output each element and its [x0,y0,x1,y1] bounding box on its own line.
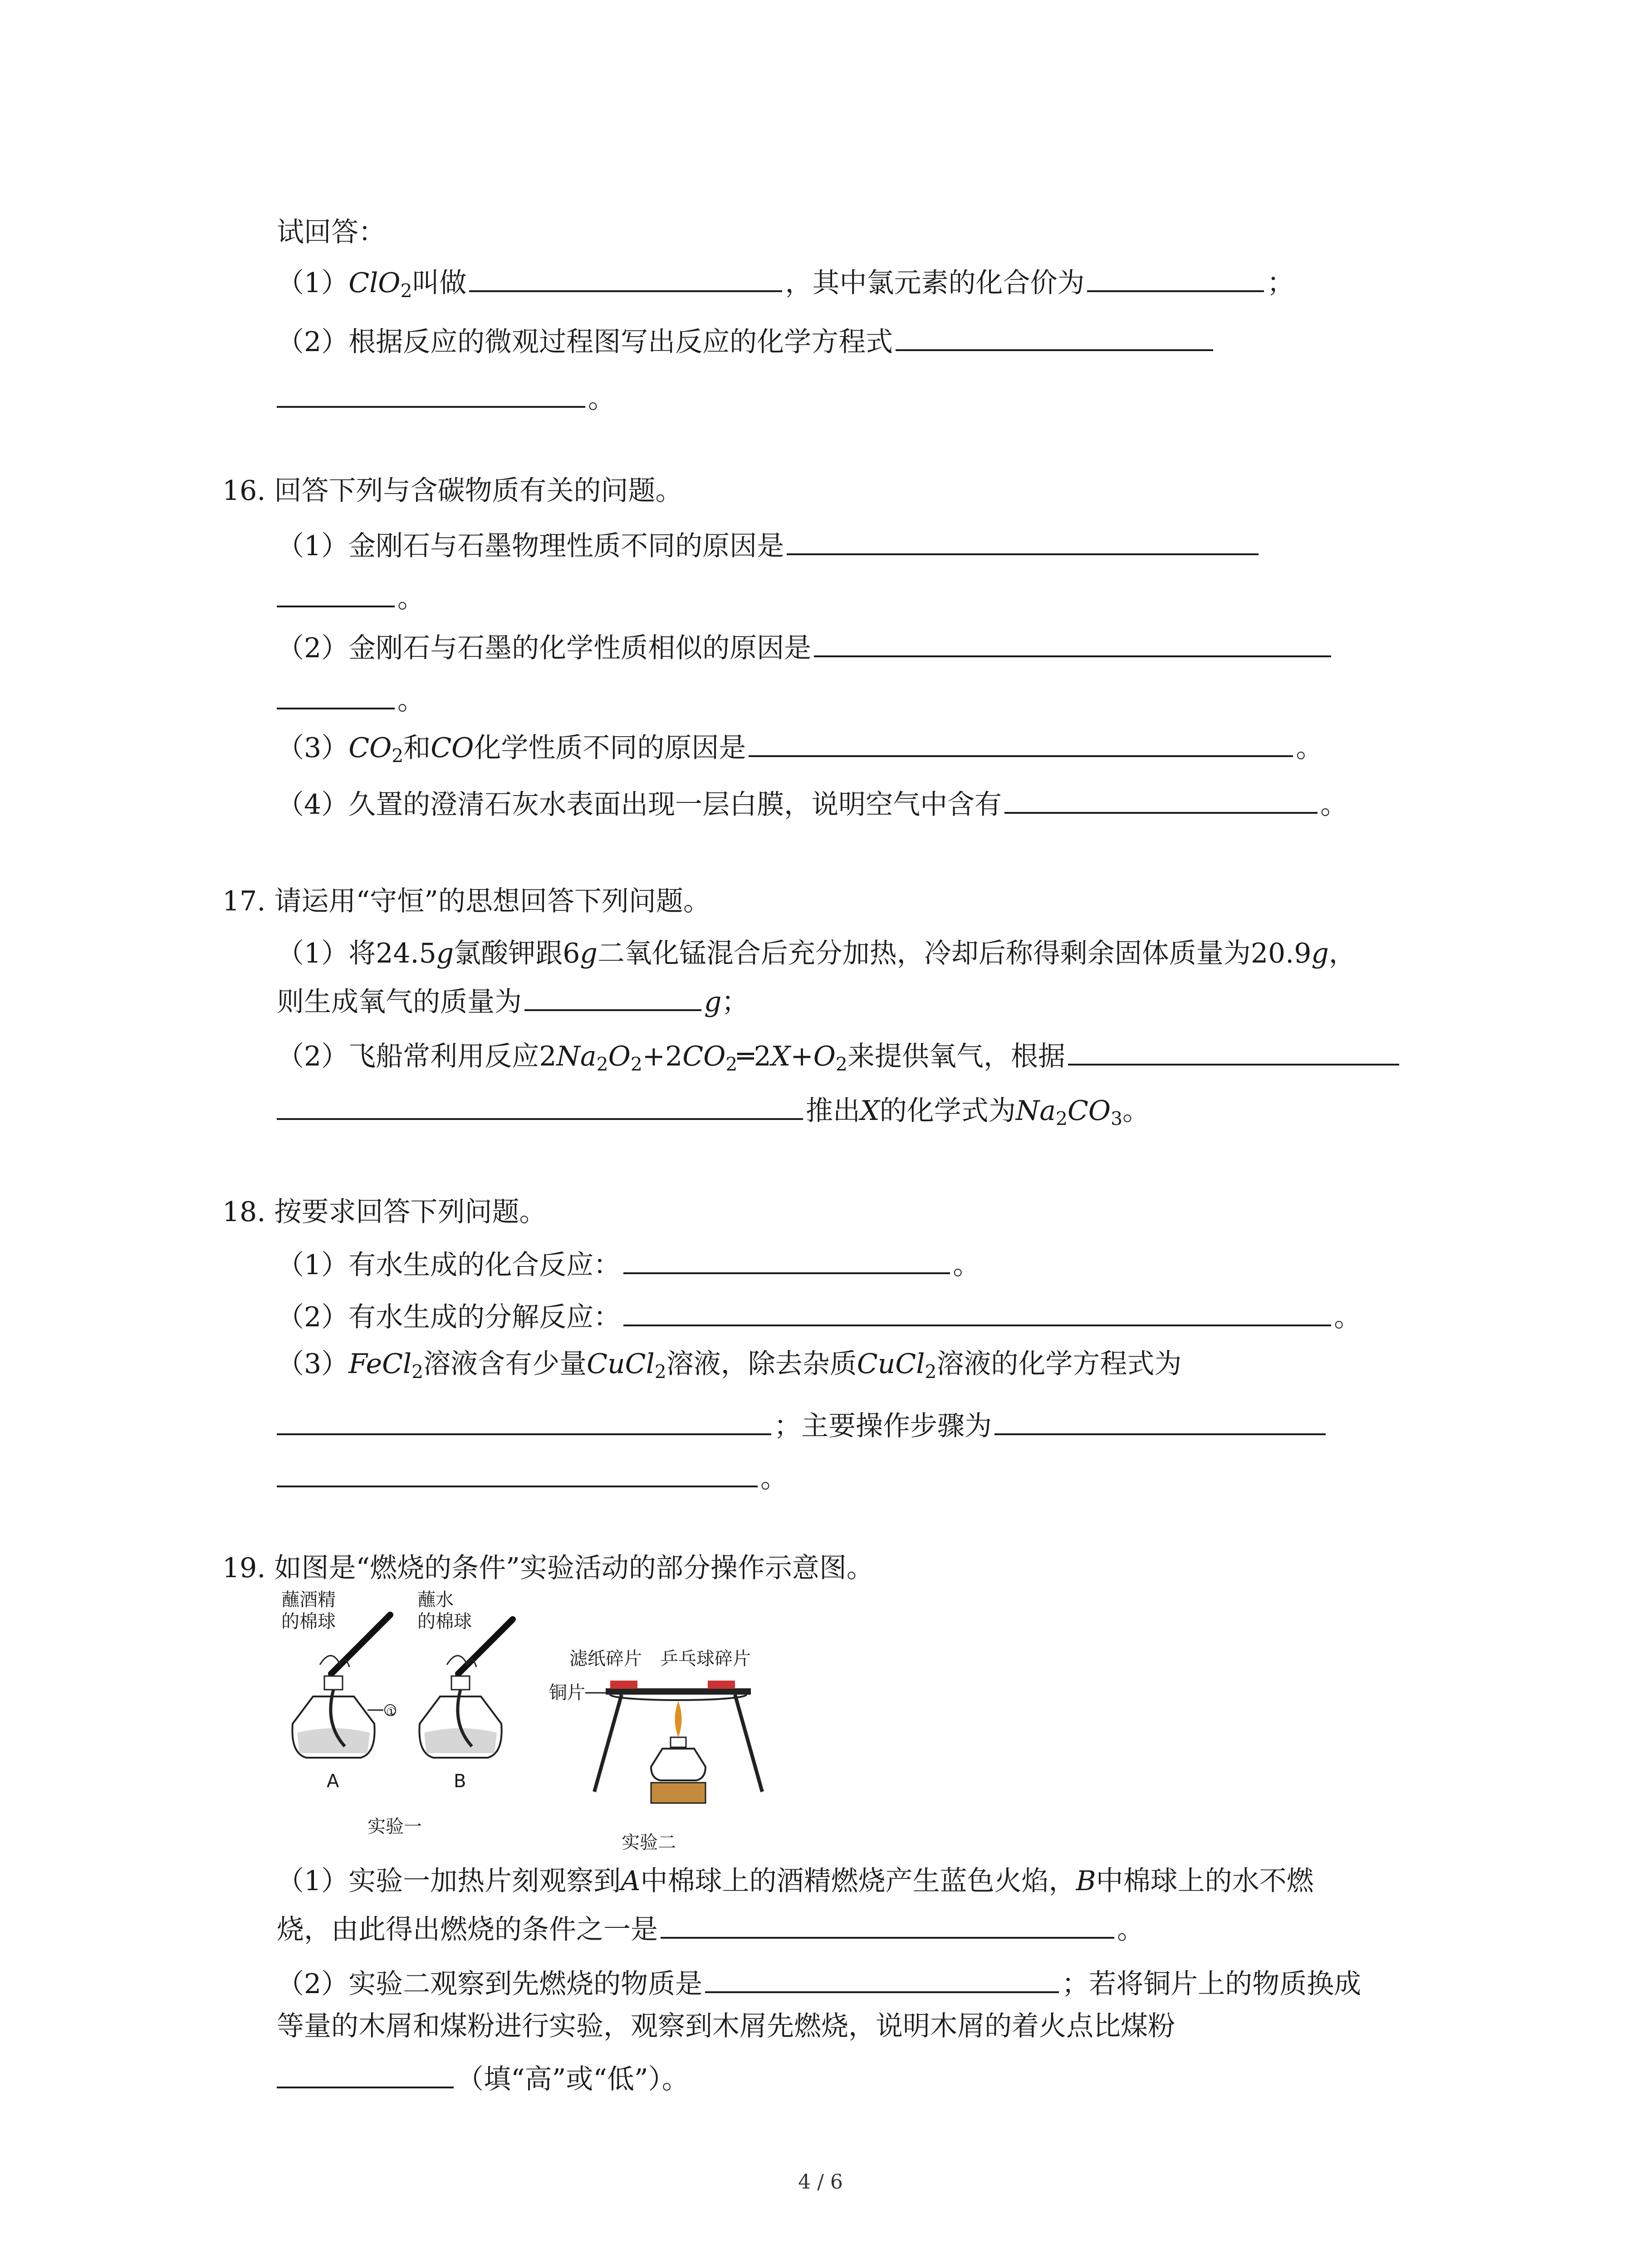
answer-blank[interactable] [277,1406,771,1435]
q18-part3: （3）FeCl$_2$溶液含有少量CuCl$_2$溶液，除去杂质CuCl$_2$溶液的化学方程式为 [277,1348,1182,1383]
q19-part2-cont: 等量的木屑和煤粉进行实验，观察到木屑先燃烧，说明木屑的着火点比煤粉 [277,2010,1175,2042]
q15-intro: 试回答： [277,216,386,248]
combustion-experiment-figure [277,1588,789,1864]
answer-blank[interactable] [661,1910,1114,1939]
answer-blank[interactable] [277,680,395,709]
q17-stem: 17. 请运用“守恒”的思想回答下列问题。 [222,885,710,917]
answer-blank[interactable] [277,379,585,408]
answer-blank[interactable] [994,1406,1326,1435]
answer-blank[interactable] [705,1964,1059,1993]
q15-part2-cont: 。 [277,379,615,418]
answer-blank[interactable] [814,628,1331,657]
q16-part4: （4）久置的澄清石灰水表面出现一层白膜，说明空气中含有 。 [277,785,1347,824]
answer-blank[interactable] [277,1458,758,1487]
lamp-b-label: B [454,1771,466,1792]
answer-blank[interactable] [469,263,782,292]
answer-blank[interactable] [1068,1036,1399,1066]
answer-blank[interactable] [277,2059,454,2088]
q18-stem: 18. 按要求回答下列问题。 [222,1196,547,1228]
q16-stem: 16. 回答下列与含碳物质有关的问题。 [222,475,683,507]
answer-blank[interactable] [623,1297,1331,1326]
q16-part1: （1）金刚石与石墨物理性质不同的原因是 [277,526,1261,565]
q16-part3: $(3)CO_2$和CO化学性质不同的原因是 。 [277,728,1323,767]
answer-blank[interactable] [524,982,701,1011]
label-filter-paper: 滤纸碎片 [569,1648,642,1669]
tripod-setup [585,1681,762,1803]
q19-stem: 19. 如图是“燃烧的条件”实验活动的部分操作示意图。 [222,1552,874,1584]
q16-part2: （2）金刚石与石墨的化学性质相似的原因是 [277,628,1334,667]
q17-part1-cont: 则生成氧气的质量为 g； [277,982,749,1021]
q19-part2: （2）实验二观察到先燃烧的物质是 ；若将铜片上的物质换成 [277,1964,1361,2003]
answer-blank[interactable] [787,526,1259,555]
answer-blank[interactable] [277,1091,803,1120]
label-water-cotton-2: 的棉球 [417,1611,472,1632]
answer-blank[interactable] [623,1245,950,1274]
lamp-a-label: A [327,1771,339,1792]
label-alcohol-cotton-2: 的棉球 [281,1611,336,1632]
q18-part3-cont: ；主要操作步骤为 [277,1406,1328,1445]
label-pingpong: 乒乓球碎片 [660,1648,751,1669]
q16-part2-cont: 。 [277,680,425,719]
q19-part1: （1）实验一加热片刻观察到A中棉球上的酒精燃烧产生蓝色火焰，B中棉球上的水不燃 [277,1865,1314,1897]
q15-part2: （2）根据反应的微观过程图写出反应的化学方程式 [277,322,1216,361]
answer-blank[interactable] [1004,785,1318,814]
q17-part2: （2）飞船常利用反应$2Na_2O_2+2CO_2═2X+O_2$来提供氧气，根据 [277,1036,1402,1075]
q17-part1: （1）将24.5g氯酸钾跟6g二氧化锰混合后充分加热，冷却后称得剩余固体质量为20.9g， [277,938,1356,969]
experiment-2-label: 实验二 [622,1832,676,1853]
label-alcohol-cotton: 蘸酒精 [281,1589,336,1610]
q18-part1: （1）有水生成的化合反应： 。 [277,1245,980,1284]
q19-part2-cont2: （填“高”或“低”）。 [277,2059,689,2098]
answer-blank[interactable] [749,728,1293,757]
q16-part1-cont: 。 [277,578,425,617]
label-copper-sheet: 铜片 [549,1682,585,1703]
experiment-1-label: 实验一 [367,1816,422,1837]
answer-blank[interactable] [896,322,1213,351]
q15-part1: （1）ClO$_2$叫做 ，其中氯元素的化合价为 ； [277,263,1294,302]
q17-part2-cont: 推出X的化学式为$Na_2CO_3$。 [277,1091,1150,1130]
q19-part1-cont: 烧，由此得出燃烧的条件之一是 。 [277,1910,1144,1949]
answer-blank[interactable] [1087,263,1264,292]
page-number: 4 / 6 [798,2170,843,2194]
marker-1: ① [386,1706,397,1719]
alcohol-lamp-a [292,1656,397,1758]
q18-part2: （2）有水生成的分解反应： 。 [277,1297,1361,1336]
label-water-cotton: 蘸水 [417,1589,454,1610]
answer-blank[interactable] [277,578,395,607]
q18-part3-cont2: 。 [277,1458,788,1497]
